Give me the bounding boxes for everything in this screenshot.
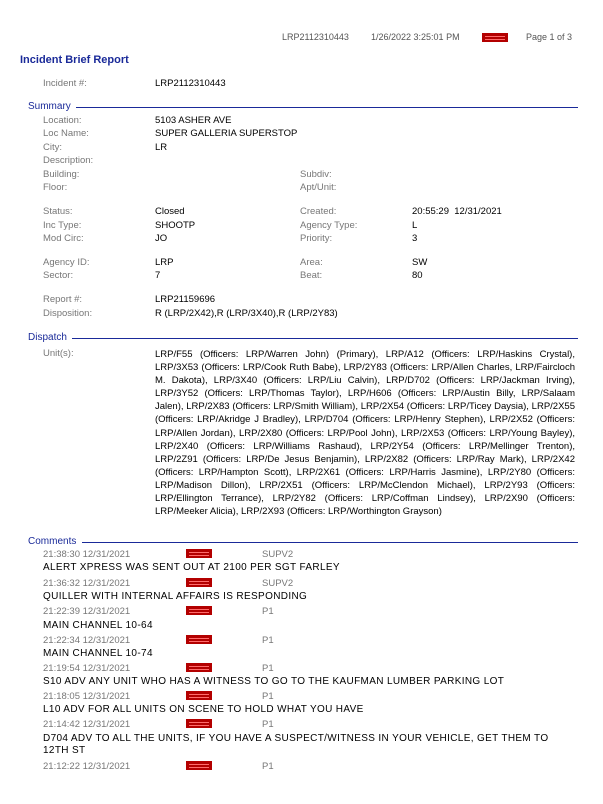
- mod-circ-value: JO: [155, 233, 168, 244]
- comment-priority: P1: [262, 663, 274, 674]
- summary-divider: [76, 107, 578, 108]
- comment-timestamp: 21:36:32 12/31/2021: [43, 578, 131, 589]
- incident-label: Incident #:: [43, 78, 87, 89]
- floor-label: Floor:: [43, 182, 68, 193]
- summary-heading: Summary: [28, 101, 71, 112]
- incident-number: LRP2112310443: [155, 78, 226, 89]
- inc-type-value: SHOOTP: [155, 220, 196, 231]
- report-title: Incident Brief Report: [20, 54, 129, 66]
- status-value: Closed: [155, 206, 185, 217]
- comments-divider: [82, 542, 578, 543]
- location-value: 5103 ASHER AVE: [155, 115, 232, 126]
- redaction-mark: [186, 635, 212, 644]
- redaction-mark: [186, 719, 212, 728]
- redaction-mark: [186, 578, 212, 587]
- sector-value: 7: [155, 270, 161, 281]
- comment-timestamp: 21:38:30 12/31/2021: [43, 549, 131, 560]
- redaction-mark: [482, 33, 508, 42]
- page-number: Page 1 of 3: [526, 32, 573, 42]
- redaction-mark: [186, 606, 212, 615]
- redaction-mark: [186, 761, 212, 770]
- created-label: Created:: [300, 206, 337, 217]
- building-label: Building:: [43, 169, 80, 180]
- comment-priority: P1: [262, 761, 274, 772]
- redaction-mark: [186, 663, 212, 672]
- apt-label: Apt/Unit:: [300, 182, 337, 193]
- units-list: LRP/F55 (Officers: LRP/Warren John) (Primary), LRP/A12 (Officers: LRP/Haskins Crystal), LRP/3X53 (Officers: LRP/Cook Ruth Babe), LRP/2Y83 (Officers: LRP/Allen Charles, LRP/Faircloch M. Dakota), LRP/3X40 (Officers: LRP/Liu Calvin), LRP/D702 (Officers: LRP/Jackman Irving), LRP/3Y52 (Officers: LRP/Thomas Taylor), LRP/H606 (Officers: LRP/Austin Billy, LRP/Salaam Jalen), LRP/2X83 (Officers: LRP/Smith William), LRP/2X54 (Officers: LRP/Ticey Daysia), LRP/2X55 (Officers: LRP/Akridge J Bradley), LRP/D704 (Officers: LRP/Henry Stephen), LRP/2X52 (Officers: LRP/Allen Jordan), LRP/2X80 (Officers: LRP/Pool John), LRP/2X53 (Officers: LRP/Young Bayley), LRP/2X40 (Officers: LRP/Williams Rashaud), LRP/2Y54 (Officers: LRP/Mellinger Trenton), LRP/2Z91 (Officers: LRP/De Jesus Benjamin), LRP/2X82 (Officers: LRP/Ray Mark), LRP/2X42 (Officers: LRP/Hampton Scott), LRP/2X61 (Officers: LRP/Harris Jasmine), LRP/2Y80 (Officers: LRP/Madison Dillon), LRP/2X51 (Officers: LRP/McClendon Michael), LRP/2Y93 (Officers: LRP/Ellington Terrance), LRP/2Y82 (Officers: LRP/Coffman Lindsey), LRP/2X90 (Officers: LRP/Meeker Alicia), LRP/2X93 (Officers: LRP/Worthington Grayson): [155, 349, 575, 518]
- agency-type-label: Agency Type:: [300, 220, 358, 231]
- redaction-mark: [186, 691, 212, 700]
- units-label: Unit(s):: [43, 348, 74, 359]
- city-label: City:: [43, 142, 62, 153]
- comment-timestamp: 21:22:34 12/31/2021: [43, 635, 131, 646]
- agency-id-label: Agency ID:: [43, 257, 90, 268]
- agency-id-value: LRP: [155, 257, 174, 268]
- comment-text: QUILLER WITH INTERNAL AFFAIRS IS RESPONDING: [43, 591, 308, 602]
- comment-text: L10 ADV FOR ALL UNITS ON SCENE TO HOLD WHAT YOU HAVE: [43, 704, 364, 715]
- comment-priority: SUPV2: [262, 549, 294, 560]
- comment-text: S10 ADV ANY UNIT WHO HAS A WITNESS TO GO TO THE KAUFMAN LUMBER PARKING LOT: [43, 676, 505, 687]
- area-label: Area:: [300, 257, 323, 268]
- redaction-mark: [186, 549, 212, 558]
- agency-type-value: L: [412, 220, 418, 231]
- disposition-label: Disposition:: [43, 308, 93, 319]
- beat-value: 80: [412, 270, 423, 281]
- comment-priority: P1: [262, 719, 274, 730]
- comment-priority: SUPV2: [262, 578, 294, 589]
- report-number-label: Report #:: [43, 294, 83, 305]
- dispatch-divider: [72, 338, 578, 339]
- comment-text: MAIN CHANNEL 10-74: [43, 648, 153, 659]
- mod-circ-label: Mod Circ:: [43, 233, 84, 244]
- sector-label: Sector:: [43, 270, 74, 281]
- comment-timestamp: 21:12:22 12/31/2021: [43, 761, 131, 772]
- description-label: Description:: [43, 155, 94, 166]
- city-value: LR: [155, 142, 168, 153]
- comment-priority: P1: [262, 606, 274, 617]
- comment-text: MAIN CHANNEL 10-64: [43, 620, 153, 631]
- location-label: Location:: [43, 115, 82, 126]
- dispatch-heading: Dispatch: [28, 332, 67, 343]
- comment-timestamp: 21:18:05 12/31/2021: [43, 691, 131, 702]
- priority-label: Priority:: [300, 233, 333, 244]
- created-value: 20:55:29 12/31/2021: [412, 206, 502, 217]
- loc-name-label: Loc Name:: [43, 128, 89, 139]
- status-label: Status:: [43, 206, 73, 217]
- comment-timestamp: 21:19:54 12/31/2021: [43, 663, 131, 674]
- report-number-value: LRP21159696: [155, 294, 216, 305]
- beat-label: Beat:: [300, 270, 323, 281]
- area-value: SW: [412, 257, 428, 268]
- comment-timestamp: 21:22:39 12/31/2021: [43, 606, 131, 617]
- comment-priority: P1: [262, 635, 274, 646]
- inc-type-label: Inc Type:: [43, 220, 82, 231]
- comment-priority: P1: [262, 691, 274, 702]
- subdiv-label: Subdiv:: [300, 169, 332, 180]
- loc-name-value: SUPER GALLERIA SUPERSTOP: [155, 128, 298, 139]
- comment-timestamp: 21:14:42 12/31/2021: [43, 719, 131, 730]
- comment-text: D704 ADV TO ALL THE UNITS, IF YOU HAVE A SUSPECT/WITNESS IN YOUR VEHICLE, GET THEM TO 12TH ST: [43, 733, 549, 756]
- disposition-value: R (LRP/2X42),R (LRP/3X40),R (LRP/2Y83): [155, 308, 338, 319]
- header-printed-time: 1/26/2022 3:25:01 PM: [371, 32, 460, 42]
- header-report-id: LRP2112310443: [282, 32, 349, 42]
- priority-value: 3: [412, 233, 418, 244]
- comments-heading: Comments: [28, 536, 77, 547]
- comment-text: ALERT XPRESS WAS SENT OUT AT 2100 PER SGT FARLEY: [43, 562, 340, 573]
